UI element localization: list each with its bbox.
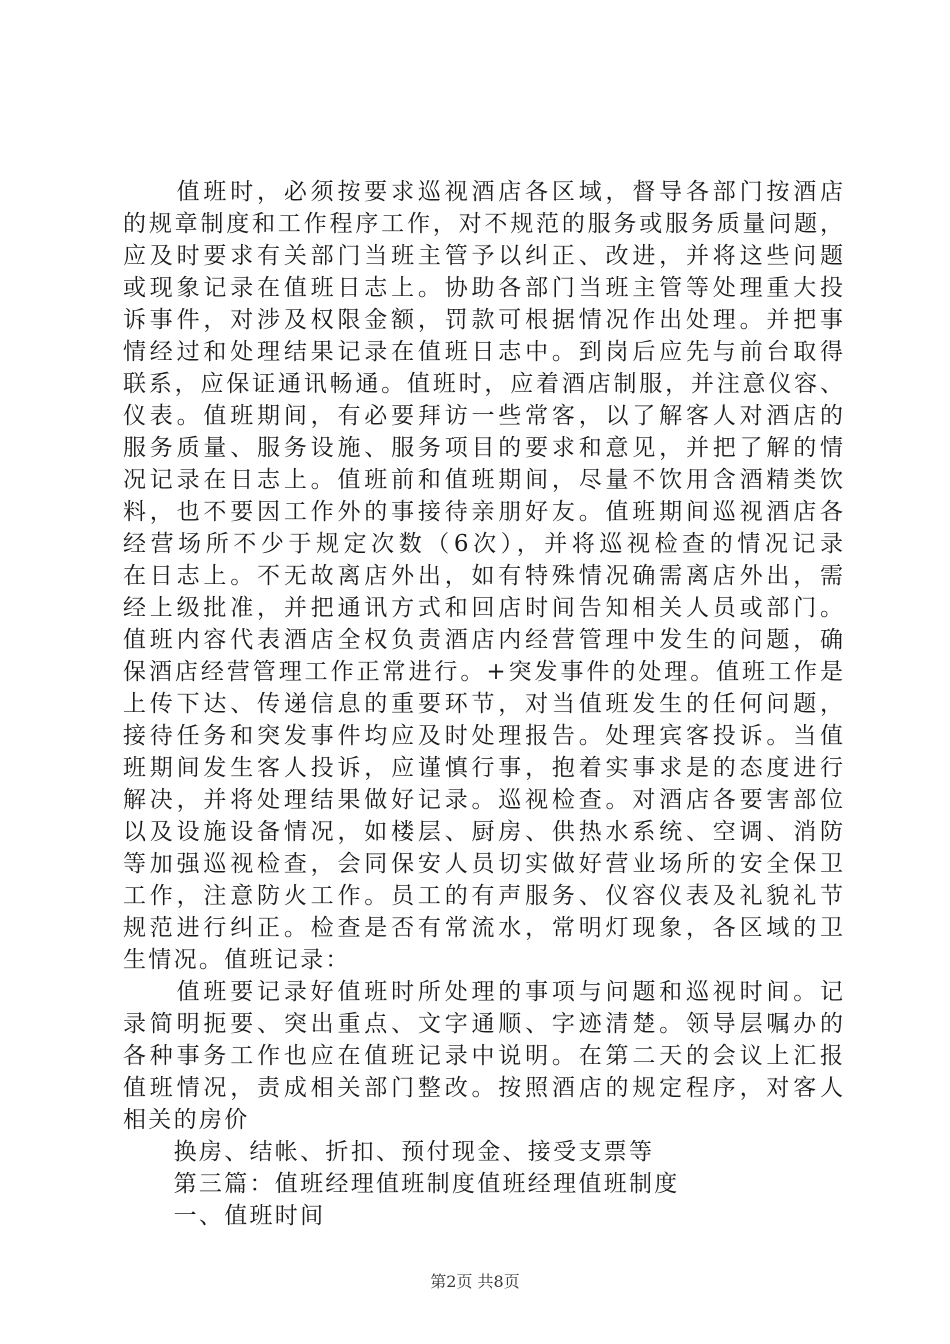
text-line: 规范进行纠正。检查是否有常流水，常明灯现象，各区域的卫: [123, 915, 843, 941]
text-line: 班期间发生客人投诉，应谨慎行事，抱着实事求是的态度进行: [123, 755, 843, 781]
text-line: 解决，并将处理结果做好记录。巡视检查。对酒店各要害部位: [123, 787, 843, 813]
text-line: 料，也不要因工作外的事接待亲朋好友。值班期间巡视酒店各: [123, 499, 843, 525]
text-line: 工作，注意防火工作。员工的有声服务、仪容仪表及礼貌礼节: [123, 883, 843, 909]
subsection-heading: 一、值班时间: [123, 1203, 326, 1229]
text-line: 况记录在日志上。值班前和值班期间，尽量不饮用含酒精类饮: [123, 467, 843, 493]
text-line: 相关的房价: [123, 1107, 250, 1133]
text-line: 值班时，必须按要求巡视酒店各区域，督导各部门按酒店: [123, 179, 843, 205]
text-line: 的规章制度和工作程序工作，对不规范的服务或服务质量问题，: [123, 211, 843, 237]
text-line: 换房、结帐、折扣、预付现金、接受支票等: [123, 1139, 655, 1165]
text-line: 联系，应保证通讯畅通。值班时，应着酒店制服，并注意仪容、: [123, 371, 843, 397]
text-line: 生情况。值班记录：: [123, 947, 351, 973]
text-line: 各种事务工作也应在值班记录中说明。在第二天的会议上汇报: [123, 1043, 843, 1069]
text-line: 以及设施设备情况，如楼层、厨房、供热水系统、空调、消防: [123, 819, 843, 845]
text-line: 仪表。值班期间，有必要拜访一些常客，以了解客人对酒店的: [123, 403, 843, 429]
text-line: 情经过和处理结果记录在值班日志中。到岗后应先与前台取得: [123, 339, 843, 365]
text-line: 接待任务和突发事件均应及时处理报告。处理宾客投诉。当值: [123, 723, 843, 749]
text-line: 值班内容代表酒店全权负责酒店内经营管理中发生的问题，确: [123, 627, 843, 653]
text-line: 经上级批准，并把通讯方式和回店时间告知相关人员或部门。: [123, 595, 843, 621]
text-line: 等加强巡视检查，会同保安人员切实做好营业场所的安全保卫: [123, 851, 843, 877]
text-line: 应及时要求有关部门当班主管予以纠正、改进，并将这些问题: [123, 243, 843, 269]
page-number-footer: 第2页 共8页: [430, 1272, 520, 1291]
text-line: 保酒店经营管理工作正常进行。+突发事件的处理。值班工作是: [123, 659, 843, 685]
text-line: 在日志上。不无故离店外出，如有特殊情况确需离店外出，需: [123, 563, 843, 589]
text-line: 录简明扼要、突出重点、文字通顺、字迹清楚。领导层嘱办的: [123, 1011, 843, 1037]
text-line: 值班情况，责成相关部门整改。按照酒店的规定程序，对客人: [123, 1075, 843, 1101]
section-heading: 第三篇：值班经理值班制度值班经理值班制度: [123, 1171, 680, 1197]
text-line: 或现象记录在值班日志上。协助各部门当班主管等处理重大投: [123, 275, 843, 301]
text-line: 值班要记录好值班时所处理的事项与问题和巡视时间。记: [123, 979, 843, 1005]
text-line: 上传下达、传递信息的重要环节，对当值班发生的任何问题，: [123, 691, 843, 717]
text-line: 服务质量、服务设施、服务项目的要求和意见，并把了解的情: [123, 435, 843, 461]
text-line: 经营场所不少于规定次数（6次），并将巡视检查的情况记录: [123, 531, 843, 557]
text-line: 诉事件，对涉及权限金额，罚款可根据情况作出处理。并把事: [123, 307, 843, 333]
